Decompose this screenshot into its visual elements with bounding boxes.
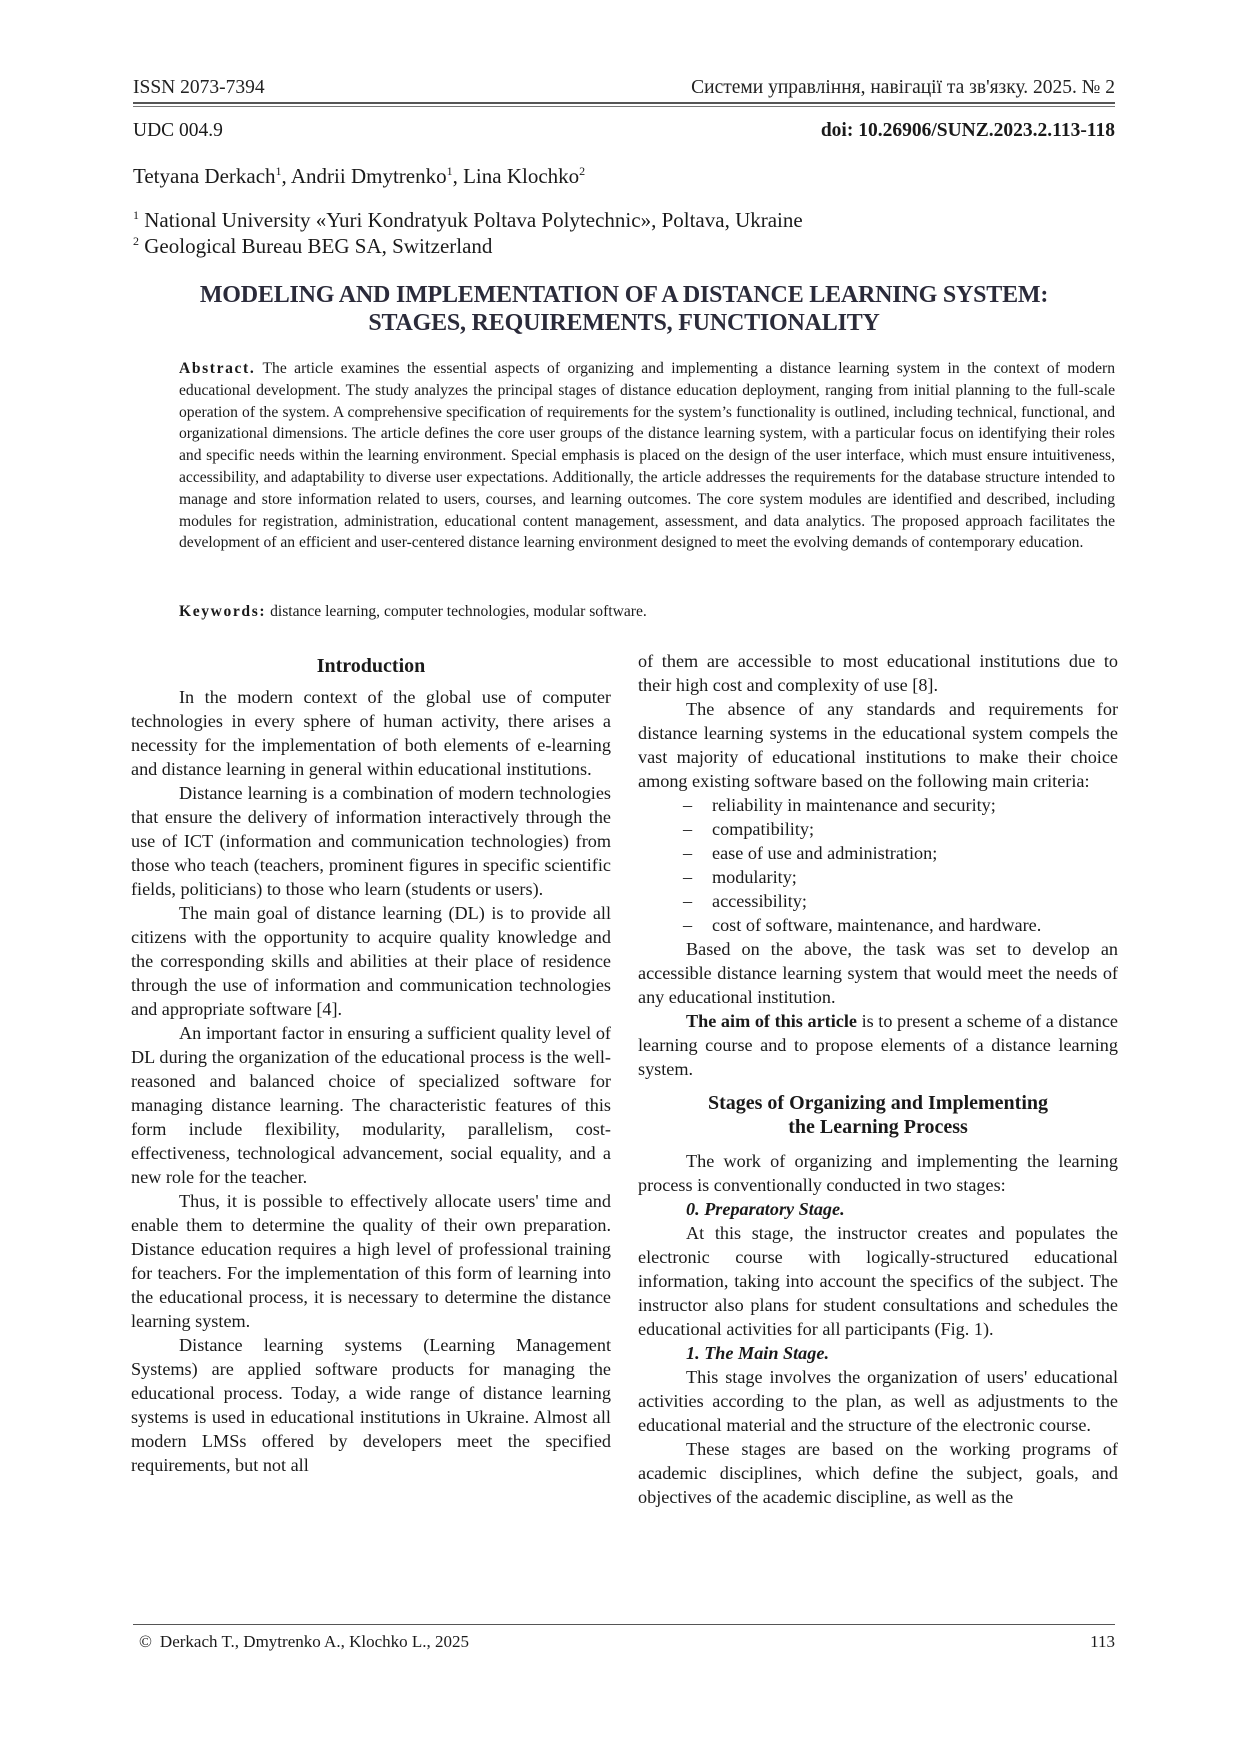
author-separator: , bbox=[452, 164, 464, 188]
criteria-text: cost of software, maintenance, and hardware. bbox=[712, 915, 1042, 935]
author-affiliation-mark: 2 bbox=[579, 164, 586, 178]
aim-label: The aim of this article bbox=[686, 1011, 857, 1031]
criteria-text: accessibility; bbox=[712, 891, 807, 911]
journal-title: Системи управління, навігації та зв'язку. 2025. № 2 bbox=[691, 77, 1115, 98]
criteria-text: modularity; bbox=[712, 867, 797, 887]
footer-rule bbox=[133, 1624, 1115, 1625]
body-paragraph: The main goal of distance learning (DL) is to provide all citizens with the opportunity to acquire quality knowledge and the corresponding skills and abilities at their place of residence through the use of information and communication technologies and appropriate software [4]. bbox=[131, 903, 611, 1019]
aim-paragraph bbox=[638, 1009, 1118, 1081]
body-paragraph: Based on the above, the task was set to develop an accessible distance learning system that would meet the needs of any educational institution. bbox=[638, 939, 1118, 1007]
body-paragraph: An important factor in ensuring a sufficient quality level of DL during the organization of the educational process is the well-reasoned and balanced choice of specialized software for managing distance learning. The characteristic features of this form include flexibility, modularity, parallelism, cost-effectiveness, technological advancement, social equality, and a new role for the teacher. bbox=[131, 1023, 611, 1187]
heading-line: Stages of Organizing and Implementing bbox=[707, 1092, 1049, 1114]
criteria-text: compatibility; bbox=[712, 819, 815, 839]
body-paragraph: Thus, it is possible to effectively allocate users' time and enable them to determine the quality of their own preparation. Distance education requires a high level of professional training for teachers. For the implementation of this form of learning into the educational process, it is necessary to determine the distance learning system. bbox=[131, 1191, 611, 1331]
abstract bbox=[179, 358, 1115, 554]
affiliations bbox=[133, 207, 803, 259]
criteria-item bbox=[638, 793, 1118, 817]
abstract-text: The article examines the essential aspects of organizing and implementing a distance learning system in the context of modern educational development. The study analyzes the principal stages of distance education deployment, ranging from initial planning to the full-scale operation of the system. A comprehensive specification of requirements for the system’s functionality is outlined, including technical, functional, and organizational dimensions. The article defines the core user groups of the distance learning system, with a particular focus on identifying their roles and specific needs within the learning environment. Special emphasis is placed on the design of the user interface, which must ensure intuitiveness, accessibility, and adaptability to diverse user expectations. Additionally, the article addresses the requirements for the database structure intended to manage and store information related to users, courses, and learning outcomes. The core system modules are identified and described, including modules for registration, administration, educational content management, assessment, and data analytics. The proposed approach facilitates the development of an efficient and user-centered distance learning environment designed to meet the evolving demands of contemporary education. bbox=[179, 360, 1115, 552]
criteria-item bbox=[638, 913, 1118, 937]
criteria-text: reliability in maintenance and security; bbox=[712, 795, 996, 815]
section-heading-stages bbox=[638, 1091, 1118, 1139]
keywords-text: distance learning, computer technologies, modular software. bbox=[270, 603, 647, 620]
dash-bullet-icon: – bbox=[683, 795, 693, 815]
affiliation-text: National University «Yuri Kondratyuk Poltava Polytechnic», Poltava, Ukraine bbox=[144, 208, 803, 232]
affiliation-item bbox=[133, 233, 803, 259]
meta-row bbox=[133, 120, 1115, 142]
body-paragraph-continuation: of them are accessible to most educational institutions due to their high cost and complexity of use [8]. bbox=[638, 651, 1118, 695]
affiliation-text: Geological Bureau BEG SA, Switzerland bbox=[144, 234, 493, 258]
title-line: MODELING AND IMPLEMENTATION OF A DISTANCE LEARNING SYSTEM: bbox=[199, 282, 1049, 308]
right-column bbox=[638, 649, 1118, 1509]
running-header bbox=[133, 77, 1115, 99]
abstract-label: Abstract. bbox=[179, 360, 256, 377]
criteria-list bbox=[638, 793, 1118, 937]
body-paragraph: These stages are based on the working programs of academic disciplines, which define the subject, goals, and objectives of the academic discipline, as well as the bbox=[638, 1439, 1118, 1507]
criteria-item bbox=[638, 865, 1118, 889]
author-name: Andrii Dmytrenko bbox=[290, 164, 447, 188]
criteria-item bbox=[638, 841, 1118, 865]
dash-bullet-icon: – bbox=[683, 891, 693, 911]
dash-bullet-icon: – bbox=[683, 915, 693, 935]
header-double-rule bbox=[133, 102, 1115, 107]
body-paragraph: Distance learning systems (Learning Management Systems) are applied software products for managing the educational process. Today, a wide range of distance learning systems is used in educational institutions in Ukraine. Almost all modern LMSs offered by developers meet the specified requirements, but not all bbox=[131, 1335, 611, 1475]
dash-bullet-icon: – bbox=[683, 843, 693, 863]
dash-bullet-icon: – bbox=[683, 867, 693, 887]
page-footer bbox=[133, 1632, 1115, 1652]
author-affiliation-mark: 1 bbox=[275, 164, 282, 178]
criteria-text: ease of use and administration; bbox=[712, 843, 938, 863]
issn: ISSN 2073-7394 bbox=[133, 77, 265, 98]
copyright bbox=[133, 1632, 469, 1652]
aim-text: is to present a scheme of a distance learning course and to propose elements of a distance learning system. bbox=[638, 1011, 1119, 1079]
title-line: STAGES, REQUIREMENTS, FUNCTIONALITY bbox=[368, 310, 880, 336]
heading-line: the Learning Process bbox=[788, 1116, 968, 1138]
copyright-text: Derkach T., Dmytrenko A., Klochko L., 2025 bbox=[159, 1632, 470, 1651]
criteria-item bbox=[638, 817, 1118, 841]
doi-link[interactable]: doi: 10.26906/SUNZ.2023.2.113-118 bbox=[820, 120, 1115, 141]
stage-1-heading: 1. The Main Stage. bbox=[686, 1343, 829, 1363]
body-paragraph: Distance learning is a combination of modern technologies that ensure the delivery of information interactively through the use of ICT (information and communication technologies) from those who teach (teachers, prominent figures in specific scientific fields, politicians) to those who learn (students or users). bbox=[131, 783, 611, 899]
keywords bbox=[179, 601, 1115, 622]
affiliation-number: 1 bbox=[133, 208, 139, 222]
affiliation-item bbox=[133, 207, 803, 233]
keywords-label: Keywords: bbox=[179, 603, 267, 620]
body-paragraph: This stage involves the organization of users' educational activities according to the plan, as well as adjustments to the educational material and the structure of the electronic course. bbox=[638, 1367, 1118, 1435]
left-column bbox=[131, 654, 611, 1477]
author-affiliation-mark: 1 bbox=[446, 164, 453, 178]
criteria-item bbox=[638, 889, 1118, 913]
author-name: Lina Klochko bbox=[463, 164, 580, 188]
affiliation-number: 2 bbox=[133, 234, 139, 248]
dash-bullet-icon: – bbox=[683, 819, 693, 839]
stage-0-heading: 0. Preparatory Stage. bbox=[686, 1199, 845, 1219]
author-name: Tetyana Derkach bbox=[133, 164, 276, 188]
body-paragraph: The work of organizing and implementing the learning process is conventionally conducted in two stages: bbox=[638, 1151, 1118, 1195]
page-number: 113 bbox=[1090, 1632, 1115, 1651]
copyright-icon: © bbox=[139, 1632, 152, 1651]
body-paragraph: In the modern context of the global use of computer technologies in every sphere of human activity, there arises a necessity for the implementation of both elements of e-learning and distance learning in general within educational institutions. bbox=[131, 687, 611, 779]
author-separator: , bbox=[281, 164, 291, 188]
body-paragraph: At this stage, the instructor creates and populates the electronic course with logically-structured educational information, taking into account the specifics of the subject. The instructor also plans for student consultations and schedules the educational activities for all participants (Fig. 1). bbox=[638, 1223, 1118, 1339]
section-heading-introduction: Introduction bbox=[316, 655, 426, 677]
paper-title bbox=[133, 281, 1115, 337]
udc-code: UDC 004.9 bbox=[133, 120, 223, 141]
author-list bbox=[133, 164, 585, 188]
body-paragraph: The absence of any standards and requirements for distance learning systems in the educational system compels the vast majority of educational institutions to make their choice among existing software based on the following main criteria: bbox=[638, 699, 1118, 791]
